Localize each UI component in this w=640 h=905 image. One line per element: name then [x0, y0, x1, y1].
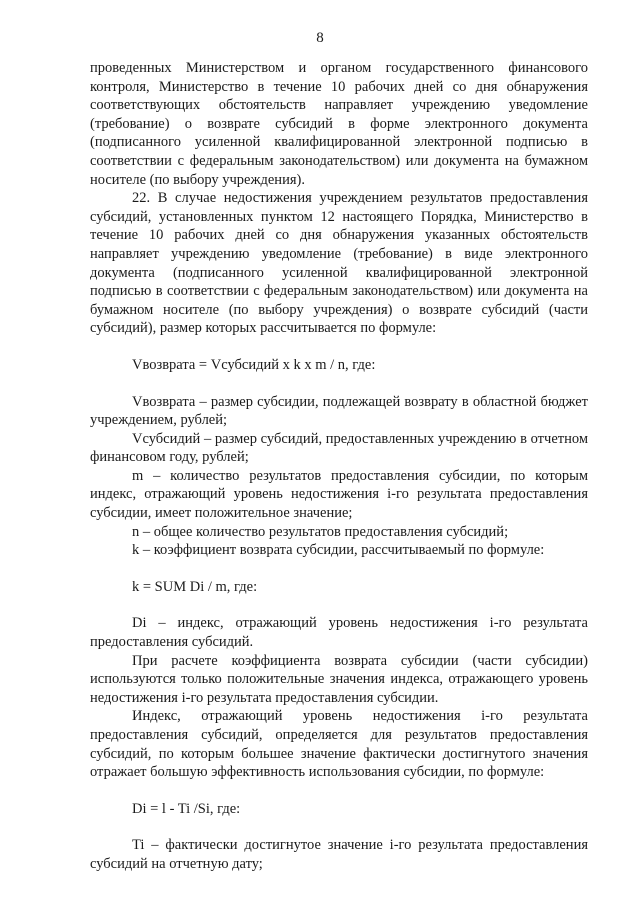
paragraph-continuation: проведенных Министерством и органом государственного финансового контроля, Министерство в течение 10 рабочих дней со дня обнаружения соответствующих обстоятельств направляет учреждению уведомление (требование) о возврате субсидий в форме электронного документа (подписанного усиленной квалифицированной электронной подписью в соответствии с федеральным законодательством) или документа на бумажном носителе (по выбору учреждения). — [90, 60, 588, 188]
paragraph-positive-values: При расчете коэффициента возврата субсидии (части субсидии) используются только положительные значения индекса, отражающего уровень недостижения i-го результата предоставления субсидии. — [90, 652, 588, 706]
definition-di: Di – индекс, отражающий уровень недостижения i-го результата предоставления субсидий. — [90, 615, 588, 651]
page-number: 8 — [316, 30, 324, 46]
definition-v-subsidy: Vсубсидий – размер субсидий, предоставленных учреждению в отчетном финансовом году, рублей; — [90, 430, 588, 466]
definition-k: k – коэффициент возврата субсидии, рассчитываемый по формуле: — [132, 542, 545, 559]
definition-ti: Ti – фактически достигнутое значение i-го результата предоставления субсидий на отчетную дату; — [90, 837, 588, 872]
paragraph-index-definition: Индекс, отражающий уровень недостижения i-го результата предоставления субсидий, определяется для результатов предоставления субсидий, по которым большее значение фактически достигнутого значения отражает большую эффективность использования субсидии, по формуле: — [90, 708, 588, 781]
document-body — [90, 59, 588, 874]
formula-k: k = SUM Di / m, где: — [132, 578, 258, 595]
paragraph-clause-22: 22. В случае недостижения учреждением результатов предоставления субсидий, установленных пунктом 12 настоящего Порядка, Министерство в течение 10 рабочих дней со дня обнаружения указанных обстоятельств направляет учреждению уведомление (требование) в виде электронного документа (подписанного усиленной квалифицированной электронной подписью в соответствии с федеральным законодательством) или документа на бумажном носителе (по выбору учреждения) о возврате субсидий (части субсидий), размер которых рассчитывается по формуле: — [90, 190, 588, 337]
formula-refund-amount: Vвозврата = Vсубсидий x k x m / n, где: — [132, 356, 376, 373]
definition-v-refund: Vвозврата – размер субсидии, подлежащей возврату в областной бюджет учреждением, рублей; — [90, 393, 588, 429]
definition-m: m – количество результатов предоставления субсидии, по которым индекс, отражающий уровень недостижения i-го результата предоставления субсидии, имеет положительное значение; — [90, 467, 588, 522]
definition-n: n – общее количество результатов предоставления субсидий; — [132, 523, 509, 540]
formula-di: Di = l - Ti /Si, где: — [132, 800, 241, 817]
